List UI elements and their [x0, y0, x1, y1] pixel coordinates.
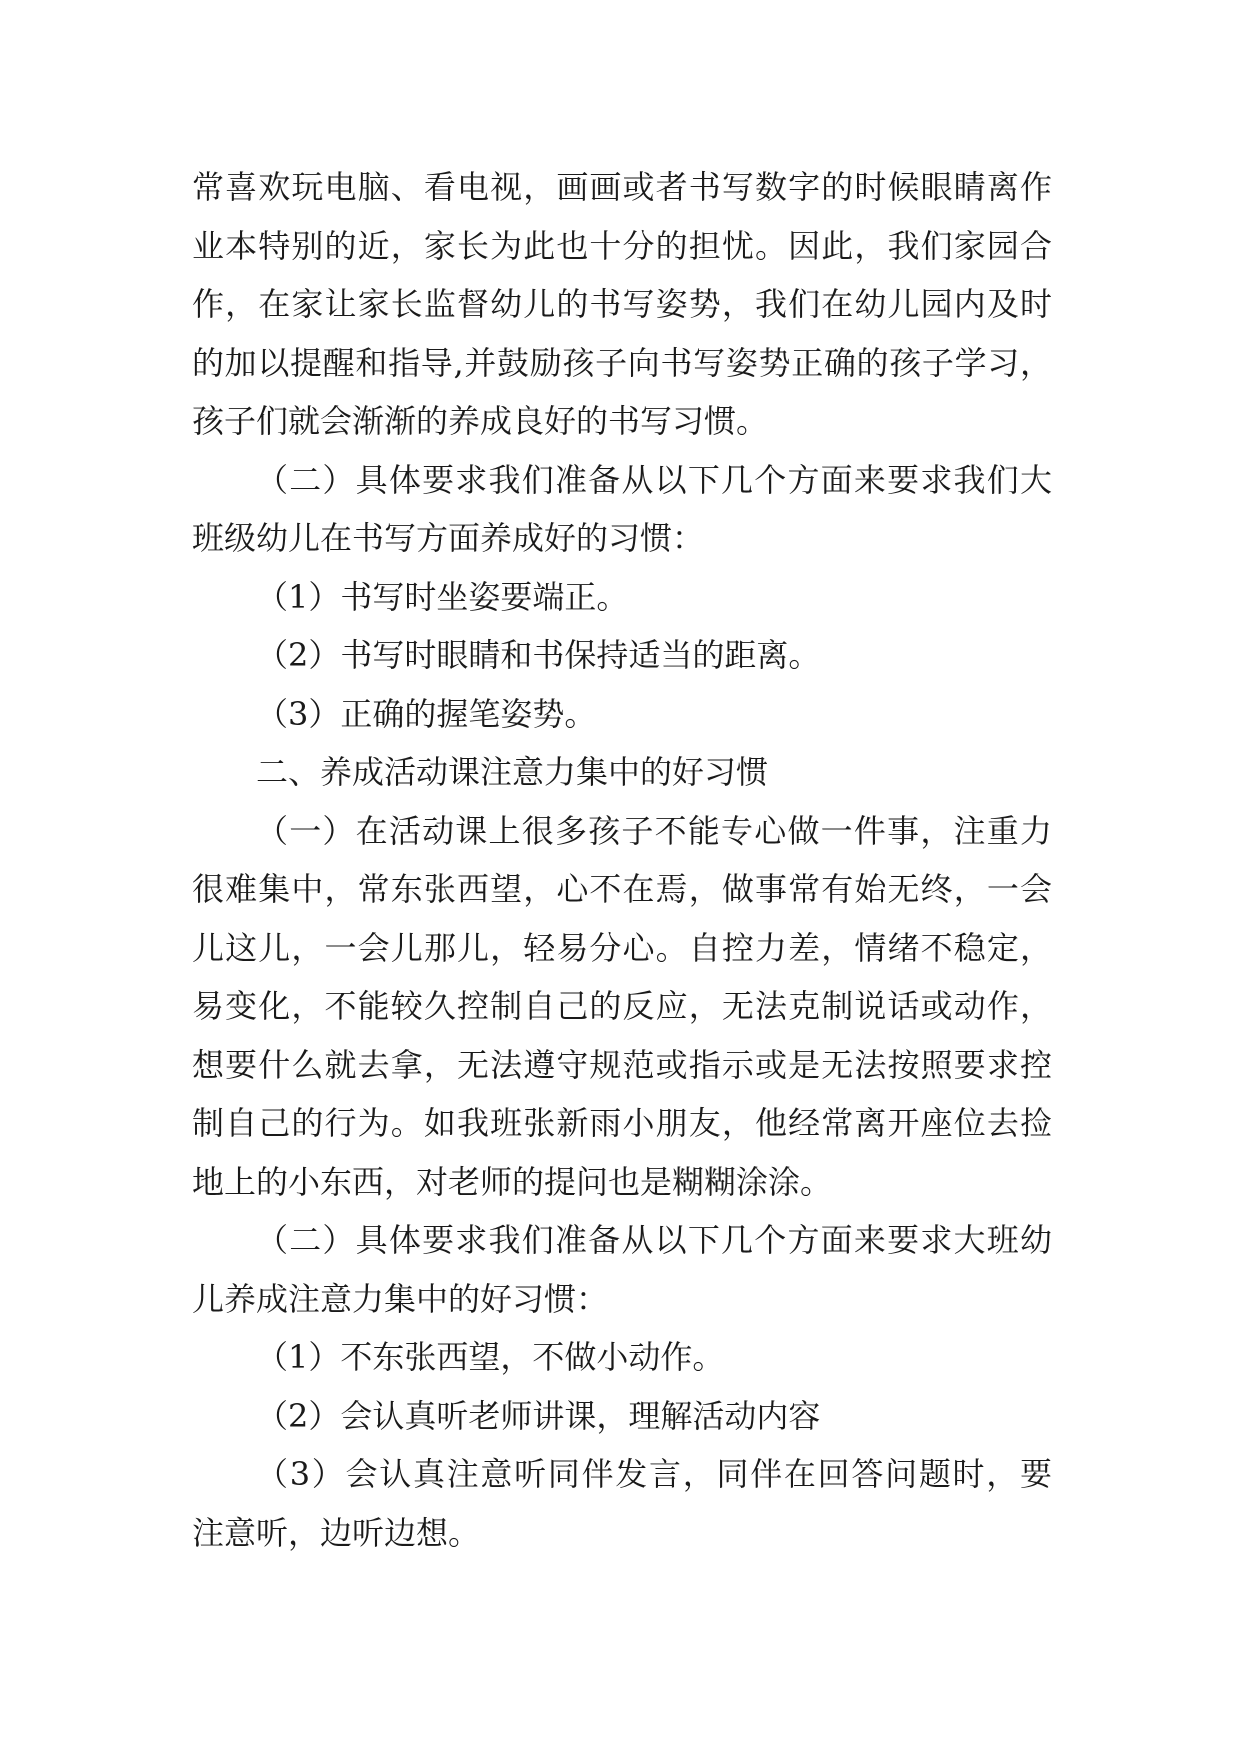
text-line: 想要什么就去拿，无法遵守规范或指示或是无法按照要求控 — [192, 1045, 1052, 1084]
text-line: 儿养成注意力集中的好习惯： — [192, 1279, 609, 1318]
list-item: （2）书写时眼睛和书保持适当的距离。 — [256, 636, 821, 674]
text-line: 注意听，边听边想。 — [192, 1513, 481, 1552]
text-line: 作，在家让家长监督幼儿的书写姿势，我们在幼儿园内及时 — [192, 285, 1052, 323]
text-line: 班级幼儿在书写方面养成好的习惯： — [192, 519, 705, 557]
text-line: 孩子们就会渐渐的养成良好的书写习惯。 — [192, 402, 769, 440]
text-line: 业本特别的近，家长为此也十分的担忧。因此，我们家园合 — [192, 226, 1052, 265]
text-line: 很难集中，常东张西望，心不在焉，做事常有始无终，一会 — [192, 870, 1052, 908]
text-line: 常喜欢玩电脑、看电视，画画或者书写数字的时候眼睛离作 — [192, 168, 1052, 206]
list-item: （1）书写时坐姿要端正。 — [256, 577, 629, 616]
text-line: 地上的小东西，对老师的提问也是糊糊涂涂。 — [192, 1162, 833, 1201]
list-item: （1）不东张西望，不做小动作。 — [256, 1338, 725, 1376]
text-line: 易变化，不能较久控制自己的反应，无法克制说话或动作， — [192, 987, 1052, 1025]
list-item: （2）会认真听老师讲课，理解活动内容 — [256, 1396, 821, 1435]
list-item: （3）正确的握笔姿势。 — [256, 694, 597, 733]
document-body — [192, 158, 1052, 1562]
list-item: （3）会认真注意听同伴发言，同伴在回答问题时，要 — [256, 1455, 1052, 1493]
text-line: 制自己的行为。如我班张新雨小朋友，他经常离开座位去捡 — [192, 1104, 1052, 1142]
text-line: （一）在活动课上很多孩子不能专心做一件事，注重力 — [256, 811, 1052, 850]
text-line: （二）具体要求我们准备从以下几个方面来要求大班幼 — [256, 1221, 1052, 1259]
section-heading: 二、养成活动课注意力集中的好习惯 — [256, 753, 769, 791]
text-line: 的加以提醒和指导,并鼓励孩子向书写姿势正确的孩子学习， — [192, 343, 1052, 382]
text-line: 儿这儿，一会儿那儿，轻易分心。自控力差，情绪不稳定， — [192, 928, 1052, 967]
text-line: （二）具体要求我们准备从以下几个方面来要求我们大 — [256, 460, 1052, 499]
